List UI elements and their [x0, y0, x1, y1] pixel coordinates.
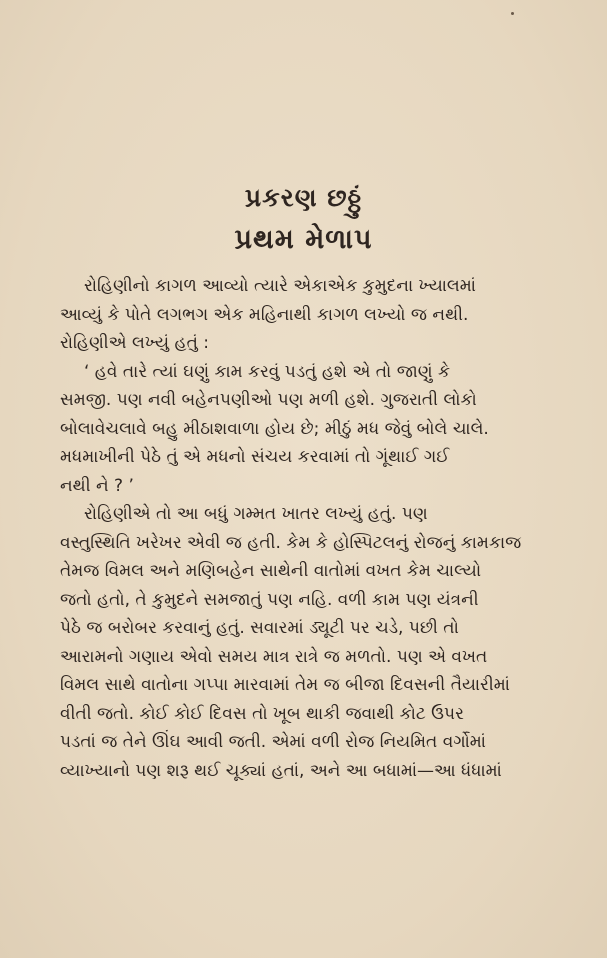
text-line: પેઠે જ બરોબર કરવાનું હતું. સવારમાં ડ્યૂટી પર ચડે, પછી તો: [60, 618, 459, 638]
text-line: આવ્યું કે પોતે લગભગ એક મહિનાથી કાગળ લખ્યો જ નથી.: [60, 304, 469, 325]
text-line: જતો હતો, તે કુમુદને સમજાતું પણ નહિ. વળી કામ પણ યંત્રની: [60, 589, 479, 610]
text-line: રોહિણીએ તો આ બધું ગમ્મત ખાતર લખ્યું હતું. પણ: [84, 504, 428, 524]
text-line: પડતાં જ તેને ઊંઘ આવી જતી. એમાં વળી રોજ નિયમિત વર્ગોમાં: [60, 732, 486, 752]
text-line: બોલાવેચલાવે બહુ મીઠાશવાળા હોય છે; મીઠું મધ જેવું બોલે ચાલે.: [60, 418, 489, 439]
text-line: ‘ હવે તારે ત્યાં ઘણું કામ કરવું પડતું હશે એ તો જાણું કે: [84, 361, 450, 382]
body-text: [60, 272, 550, 785]
text-line: સમજી. પણ નવી બહેનપણીઓ પણ મળી હશે. ગુજરાતી લોકો: [60, 390, 477, 410]
text-line: વ્યાખ્યાનો પણ શરૂ થઈ ચૂક્યાં હતાં, અને આ બધામાં—આ ધંધામાં: [60, 760, 502, 781]
text-line: વીતી જતો. કોઈ કોઈ દિવસ તો ખૂબ થાકી જવાથી કોટ ઉપર: [60, 703, 464, 724]
text-line: નથી ને ? ’: [60, 475, 134, 496]
text-line: વિમલ સાથે વાતોના ગપ્પા મારવામાં તેમ જ બીજા દિવસની તૈયારીમાં: [60, 675, 510, 695]
text-line: આરામનો ગણાય એવો સમય માત્ર રાત્રે જ મળતો. પણ એ વખત: [60, 646, 488, 667]
text-line: મધમાખીની પેઠે તું એ મધનો સંચય કરવામાં તો ગૂંથાઈ ગઈ: [60, 447, 450, 467]
text-line: રોહિણીએ લખ્યું હતું :: [60, 333, 209, 353]
chapter-title: પ્રથમ મેળાપ: [234, 224, 373, 255]
page-speck: [511, 12, 514, 15]
text-line: વસ્તુસ્થિતિ ખરેખર એવી જ હતી. કેમ કે હોસ્પિટલનું રોજનું કામકાજ: [60, 532, 522, 553]
text-line: તેમજ વિમલ અને મણિબહેન સાથેની વાતોમાં વખત કેમ ચાલ્યો: [60, 561, 482, 581]
chapter-label: પ્રકરણ છઠ્ઠું: [244, 183, 363, 212]
text-line: રોહિણીનો કાગળ આવ્યો ત્યારે એકાએક કુમુદના ખ્યાલમાં: [84, 276, 476, 296]
